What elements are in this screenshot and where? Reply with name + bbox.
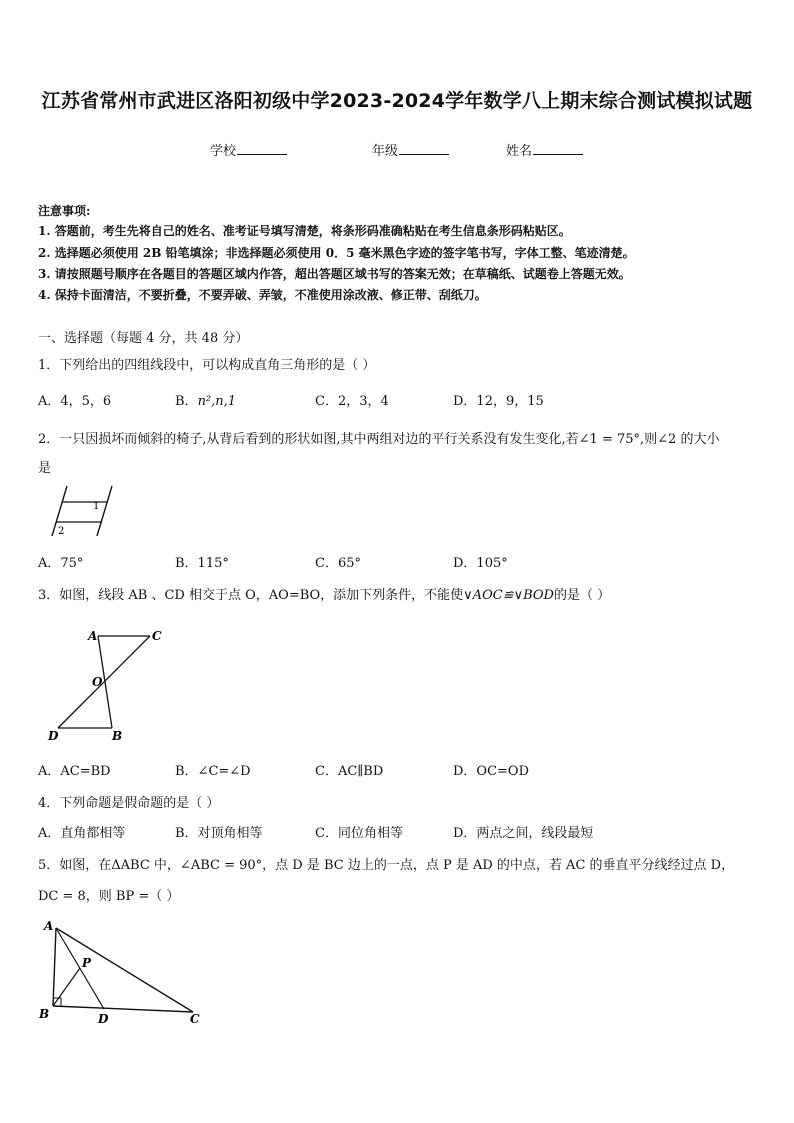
q5-label-p: P	[82, 956, 92, 970]
q1-option-b	[175, 390, 236, 409]
q4-option-c: C．同位角相等	[315, 826, 403, 841]
q1-option-c: C．2，3，4	[315, 394, 389, 409]
q2-stem-cont: 是	[38, 461, 52, 476]
grade-label: 年级	[372, 144, 399, 159]
q2-stem: 2．一只因损坏而倾斜的椅子,从背后看到的形状如图,其中两组对边的平行关系没有发生变化,若∠1 = 75°,则∠2 的大小	[38, 432, 720, 447]
school-blank	[237, 142, 287, 155]
q5-triangle-figure	[36, 916, 212, 1028]
q5-stem: 5．如图，在ΔABC 中，∠ABC = 90°，点 D 是 BC 边上的一点，点 P 是 AD 的中点，若 AC 的垂直平分线经过点 D，	[38, 858, 735, 873]
q3-label-c: C	[152, 629, 162, 643]
q3-stem-tail: 的是（ ）	[553, 588, 611, 603]
grade-blank	[399, 142, 449, 155]
q4-option-d: D．两点之间，线段最短	[453, 826, 594, 841]
q3-label-o: O	[92, 675, 103, 689]
q2-option-a: A．75°	[38, 556, 84, 571]
q3-option-d: D．OC=OD	[453, 764, 530, 779]
q3-option-a: A．AC=BD	[38, 764, 111, 779]
note-item: 3. 请按照题号顺序在各题目的答题区域内作答，超出答题区域书写的答案无效；在草稿纸、试题卷上答题无效。	[38, 267, 631, 281]
q2-angle-1-label: 1	[93, 501, 100, 512]
q2-angle-2-label: 2	[58, 526, 65, 537]
q3-label-d: D	[48, 729, 59, 743]
note-item: 1. 答题前，考生先将自己的姓名、准考证号填写清楚，将条形码准确粘贴在考生信息条形码粘贴区。	[38, 224, 571, 238]
notes-heading: 注意事项:	[38, 204, 91, 218]
q4-stem: 4．下列命题是假命题的是（ ）	[38, 796, 220, 811]
q3-label-b: B	[112, 729, 123, 743]
q5-label-c: C	[190, 1012, 200, 1026]
q1-option-d: D．12，9，15	[453, 394, 544, 409]
section-heading: 一、选择题（每题 4 分，共 48 分）	[38, 331, 249, 346]
school-label: 学校	[210, 144, 237, 159]
q2-chair-figure	[40, 478, 120, 540]
q1-stem: 1．下列给出的四组线段中，可以构成直角三角形的是（ ）	[38, 358, 376, 373]
q2-option-d: D．105°	[453, 556, 508, 571]
q5-label-b: B	[39, 1007, 50, 1021]
q3-stem-text: 3．如图，线段 AB 、CD 相交于点 O，AO=BO，添加下列条件，不能使	[38, 588, 464, 603]
grade-field	[372, 140, 449, 159]
q5-label-a: A	[44, 919, 54, 933]
q2-option-b: B．115°	[175, 556, 229, 571]
q5-stem-cont: DC = 8，则 BP =（ ）	[38, 889, 180, 904]
name-field	[506, 140, 583, 159]
name-label: 姓名	[506, 144, 533, 159]
q3-option-b: B．∠C=∠D	[175, 764, 251, 779]
q1-option-b-math: n²,n,1	[197, 394, 237, 409]
q1-option-a: A．4，5，6	[38, 394, 112, 409]
q3-label-a: A	[88, 629, 98, 643]
exam-title: 江苏省常州市武进区洛阳初级中学2023-2024学年数学八上期末综合测试模拟试题	[41, 90, 753, 112]
q3-option-c: C．AC∥BD	[315, 764, 384, 779]
school-field	[210, 140, 287, 159]
q3-figure	[42, 624, 172, 746]
note-item: 2. 选择题必须使用 2B 铅笔填涂；非选择题必须使用 0．5 毫米黑色字迹的签字笔书写，字体工整、笔迹清楚。	[38, 246, 635, 260]
name-blank	[533, 142, 583, 155]
q1-option-b-letter: B．	[175, 394, 198, 409]
q4-option-b: B．对顶角相等	[175, 826, 263, 841]
q4-option-a: A．直角都相等	[38, 826, 126, 841]
q5-label-d: D	[98, 1012, 109, 1026]
q3-stem	[38, 584, 610, 603]
q3-stem-math: ∨AOC≌∨BOD	[463, 588, 554, 603]
q2-option-c: C．65°	[315, 556, 361, 571]
note-item: 4. 保持卡面清洁，不要折叠，不要弄破、弄皱，不准使用涂改液、修正带、刮纸刀。	[38, 288, 487, 302]
